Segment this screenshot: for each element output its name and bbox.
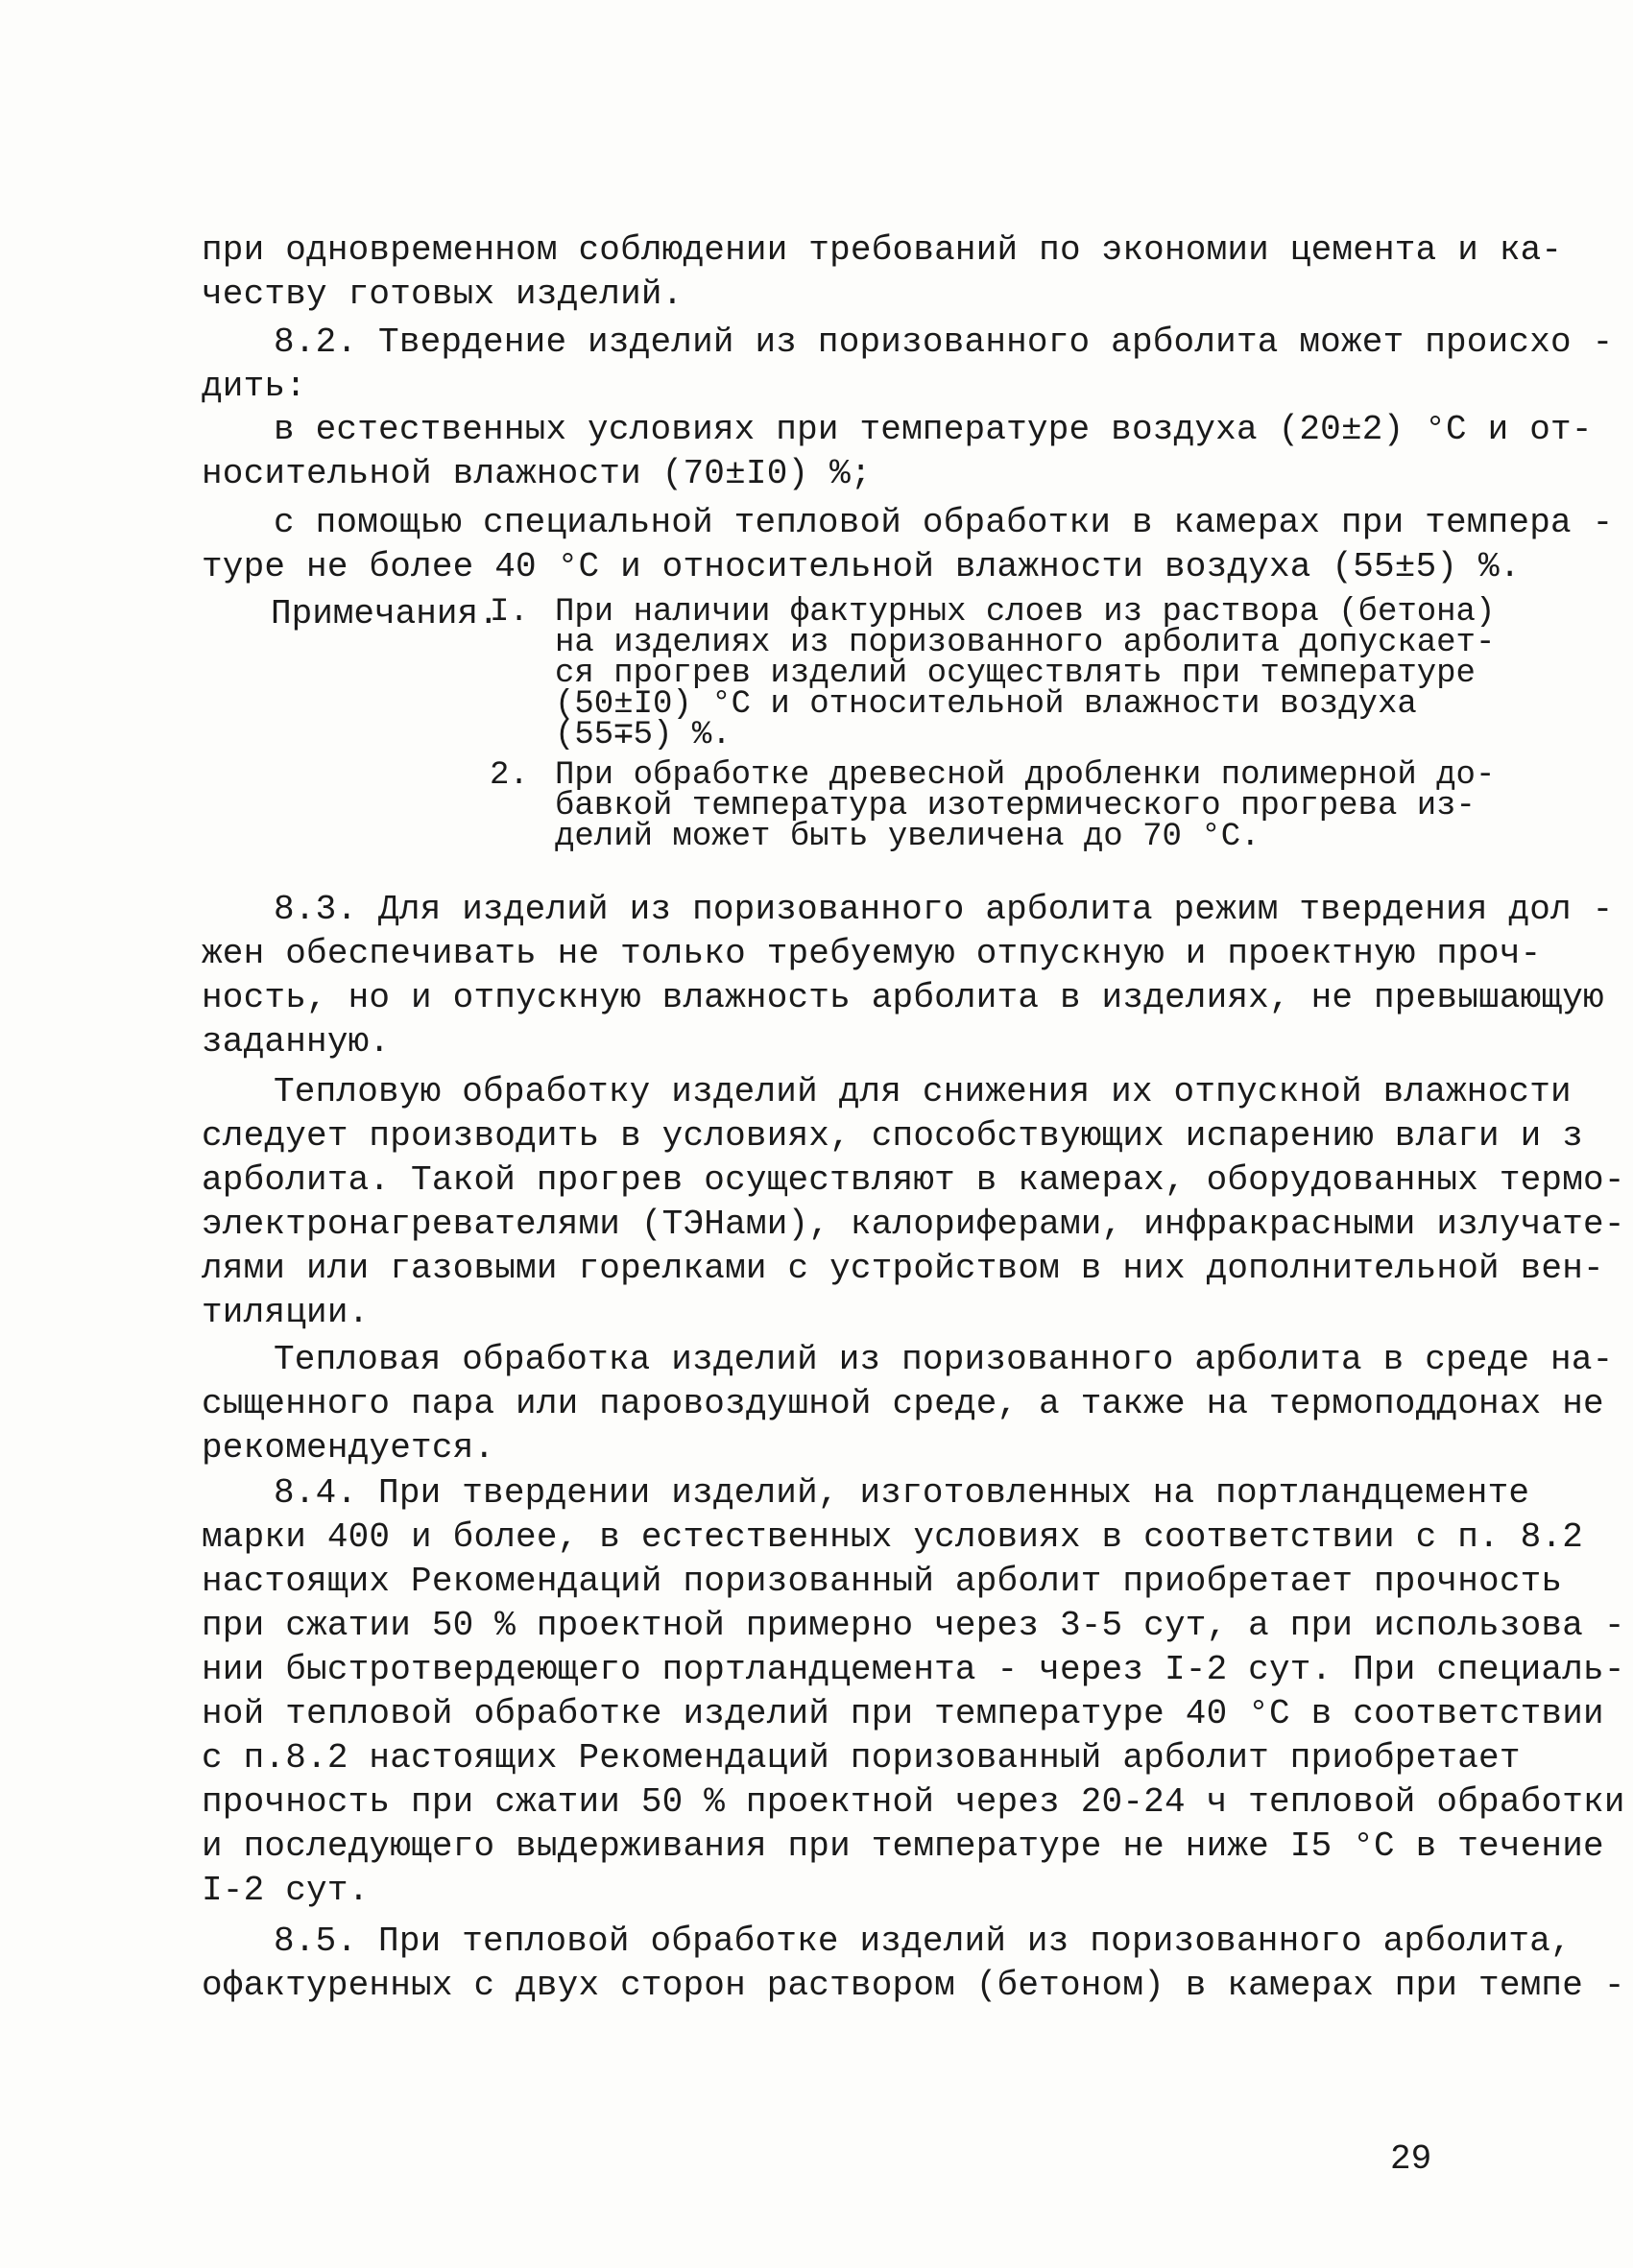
text-line: и последующего выдерживания при температуре не ниже I5 °С в течение xyxy=(202,1826,1604,1866)
text-line: арболита. Такой прогрев осуществляют в камерах, оборудованных термо- xyxy=(202,1160,1625,1200)
text-line: прочность при сжатии 50 % проектной через 20-24 ч тепловой обработки xyxy=(202,1782,1625,1822)
text-line: офактуренных с двух сторон раствором (бетоном) в камерах при темпе - xyxy=(202,1966,1625,2005)
paragraph-8-2 xyxy=(202,321,1614,409)
text-line: дить: xyxy=(202,367,307,406)
text-line: 8.5. При тепловой обработке изделий из поризованного арболита, xyxy=(274,1922,1572,1961)
text-line: ся прогрев изделий осуществлять при температуре xyxy=(555,656,1476,692)
text-line: марки 400 и более, в естественных условиях в соответствии с п. 8.2 xyxy=(202,1517,1584,1557)
text-line: При обработке древесной дробленки полимерной до- xyxy=(555,757,1496,794)
text-line: электронагревателями (ТЭНами), калориферами, инфракрасными излучате- xyxy=(202,1205,1625,1244)
text-line: 8.4. При твердении изделий, изготовленных на портландцементе xyxy=(274,1473,1530,1513)
text-line: I-2 сут. xyxy=(202,1871,370,1910)
text-line: честву готовых изделий. xyxy=(202,275,684,314)
text-line: 8.2. Твердение изделий из поризованного арболита может происхо - xyxy=(274,322,1614,362)
text-line: 8.3. Для изделий из поризованного арболита режим твердения дол - xyxy=(274,890,1614,929)
text-line: лями или газовыми горелками с устройством в них дополнительной вен- xyxy=(202,1249,1604,1288)
text-line: туре не более 40 °С и относительной влажности воздуха (55±5) %. xyxy=(202,547,1521,586)
text-line: делий может быть увеличена до 70 °С. xyxy=(555,819,1261,855)
text-line: на изделиях из поризованного арболита допускает- xyxy=(555,625,1496,661)
text-line: Тепловую обработку изделий для снижения их отпускной влажности xyxy=(274,1072,1572,1111)
paragraph-8-4 xyxy=(202,1471,1625,1913)
text-line: в естественных условиях при температуре воздуха (20±2) °С и от- xyxy=(274,410,1593,449)
paragraph-8-5 xyxy=(202,1920,1625,2008)
text-line: тиляции. xyxy=(202,1293,370,1332)
text-line: рекомендуется. xyxy=(202,1428,495,1468)
note-2 xyxy=(490,757,1496,855)
page-number: 29 xyxy=(1390,2139,1432,2179)
paragraph-8-3 xyxy=(202,888,1614,1064)
text-line: жен обеспечивать не только требуемую отпускную и проектную проч- xyxy=(202,934,1542,973)
text-line: Тепловая обработка изделий из поризованного арболита в среде на- xyxy=(274,1340,1614,1379)
paragraph-8-3-steam xyxy=(202,1338,1614,1470)
text-line: (55∓5) %. xyxy=(555,717,732,753)
note-number: 2. xyxy=(490,757,529,794)
text-line: настоящих Рекомендаций поризованный арболит приобретает прочность xyxy=(202,1562,1563,1601)
text-line: нии быстротвердеющего портландцемента - через I-2 сут. При специаль- xyxy=(202,1650,1625,1689)
paragraph-8-3-heat xyxy=(202,1070,1625,1335)
text-line: с помощью специальной тепловой обработки в камерах при темпера - xyxy=(274,503,1614,542)
notes-label: Примечания. xyxy=(271,594,499,633)
text-line: При наличии фактурных слоев из раствора (бетона) xyxy=(555,594,1496,631)
text-line: (50±I0) °С и относительной влажности воздуха xyxy=(555,686,1417,723)
text-line: ность, но и отпускную влажность арболита в изделиях, не превышающую xyxy=(202,978,1604,1017)
text-line: при сжатии 50 % проектной примерно через 3-5 сут, а при использова - xyxy=(202,1606,1625,1645)
text-line: следует производить в условиях, способствующих испарению влаги и з xyxy=(202,1116,1584,1156)
note-1 xyxy=(490,594,1496,753)
text-line: бавкой температура изотермического прогрева из- xyxy=(555,788,1476,824)
text-line: ной тепловой обработке изделий при температуре 40 °С в соответствии xyxy=(202,1694,1604,1733)
text-line: с п.8.2 настоящих Рекомендаций поризованный арболит приобретает xyxy=(202,1738,1521,1778)
text-line: сыщенного пара или паровоздушной среде, а также на термоподдонах не xyxy=(202,1384,1604,1423)
paragraph-8-2-natural xyxy=(202,408,1593,496)
note-number: I. xyxy=(490,594,529,631)
text-line: при одновременном соблюдении требований по экономии цемента и ка- xyxy=(202,230,1563,270)
paragraph-8-2-thermal xyxy=(202,501,1614,589)
paragraph-intro xyxy=(202,228,1563,317)
text-line: носительной влажности (70±I0) %; xyxy=(202,454,872,493)
text-line: заданную. xyxy=(202,1022,391,1062)
